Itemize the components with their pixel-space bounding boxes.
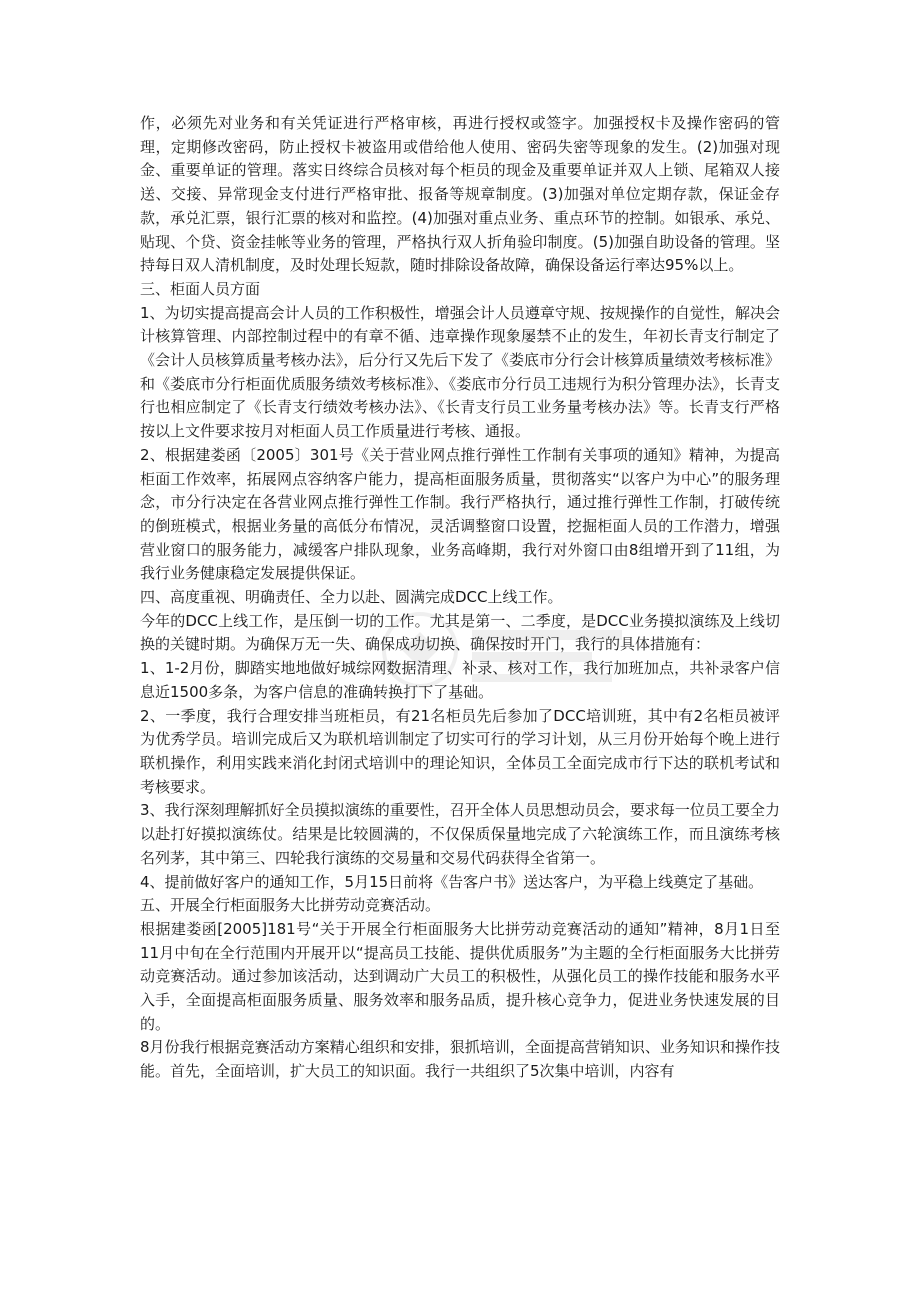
paragraph-dcc-item-1: 1、1-2月份，脚踏实地地做好城综网数据清理、补录、核对工作，我行加班加点，共补录客户信息近1500多条，为客户信息的准确转换打下了基础。 (140, 659, 780, 701)
paragraph-dcc-item-3: 3、我行深刻理解抓好全员摸拟演练的重要性，召开全体人员思想动员会，要求每一位员工要全力以赴打好摸拟演练仗。结果是比较圆满的，不仅保质保量地完成了六轮演练工作，而且演练考核名列茅，其中第三、四轮我行演练的交易量和交易代码获得全省第一。 (140, 801, 780, 867)
paragraph-dcc-intro: 今年的DCC上线工作，是压倒一切的工作。尤其是第一、二季度，是DCC业务摸拟演练及上线切换的关键时期。为确保万无一失、确保成功切换、确保按时开门，我行的具体措施有： (140, 611, 780, 654)
paragraph-competition-training: 8月份我行根据竞赛活动方案精心组织和安排，狠抓培训，全面提高营销知识、业务知识和操作技能。首先，全面培训，扩大员工的知识面。我行一共组织了5次集中培训，内容有 (140, 1038, 780, 1081)
paragraph-controls-continued: 作，必须先对业务和有关凭证进行严格审核，再进行授权或签字。加强授权卡及操作密码的管理，定期修改密码，防止授权卡被盗用或借给他人使用、密码失密等现象的发生。(2)加强对现金、重要单证的管理。落实日终综合员核对每个柜员的现金及重要单证并双人上锁、尾箱双人接送、交接、异常现金支付进行严格审批、报备等规章制度。(3)加强对单位定期存款，保证金存款，承兑汇票，银行汇票的核对和监控。(4)加强对重点业务、重点环节的控制。如银承、承兑、贴现、个贷、资金挂帐等业务的管理，严格执行双人折角验印制度。(5)加强自助设备的管理。坚持每日双人清机制度，及时处理长短款，随时排除设备故障，确保设备运行率达95%以上。 (140, 114, 780, 275)
paragraph-performance-assessment: 1、为切实提高提高会计人员的工作积极性，增强会计人员遵章守规、按规操作的自觉性，解决会计核算管理、内部控制过程中的有章不循、违章操作现象屡禁不止的发生，年初长青支行制定了《会计人员核算质量考核办法》，后分行又先后下发了《娄底市分行会计核算质量绩效考核标准》和《娄底市分行柜面优质服务绩效考核标准》、《娄底市分行员工违规行为积分管理办法》，长青支行也相应制定了《长青支行绩效考核办法》、《长青支行员工业务量考核办法》等。长青支行严格按以上文件要求按月对柜面人员工作质量进行考核、通报。 (140, 303, 780, 441)
paragraph-competition-notice: 根据建娄函[2005]181号“关于开展全行柜面服务大比拼劳动竞赛活动的通知”精神，8月1日至11月中旬在全行范围内开展开以“提高员工技能、提供优质服务”为主题的全行柜面服务大比拼劳动竞赛活动。通过参加该活动，达到调动广大员工的积极性，从强化员工的操作技能和服务水平入手，全面提高柜面服务质量、服务效率和服务品质，提升核心竞争力，促进业务快速发展的目的。 (140, 919, 780, 1033)
document-body (140, 112, 780, 1084)
section-heading-competition: 五、开展全行柜面服务大比拼劳动竞赛活动。 (140, 896, 441, 915)
paragraph-dcc-item-4: 4、提前做好客户的通知工作，5月15日前将《告客户书》送达客户，为平稳上线奠定了基础。 (140, 872, 764, 891)
paragraph-flexible-work-system: 2、根据建娄函〔2005〕301号《关于营业网点推行弹性工作制有关事项的通知》精神，为提高柜面工作效率，拓展网点容纳客户能力，提高柜面服务质量，贯彻落实“以客户为中心”的服务理念，市分行决定在各营业网点推行弹性工作制。我行严格执行，通过推行弹性工作制，打破传统的倒班模式，根据业务量的高低分布情况，灵活调整窗口设置，挖掘柜面人员的工作潜力，增强营业窗口的服务能力，减缓客户排队现象，业务高峰期，我行对外窗口由8组增开到了11组，为我行业务健康稳定发展提供保证。 (140, 445, 780, 583)
paragraph-dcc-item-2: 2、一季度，我行合理安排当班柜员，有21名柜员先后参加了DCC培训班，其中有2名柜员被评为优秀学员。培训完成后又为联机培训制定了切实可行的学习计划，从三月份开始每个晚上进行联机操作，利用实践来消化封闭式培训中的理论知识，全体员工全面完成市行下达的联机考试和考核要求。 (140, 706, 780, 796)
section-heading-dcc-launch: 四、高度重视、明确责任、全力以赴、圆满完成DCC上线工作。 (140, 588, 563, 607)
section-heading-counter-staff: 三、柜面人员方面 (140, 279, 261, 298)
